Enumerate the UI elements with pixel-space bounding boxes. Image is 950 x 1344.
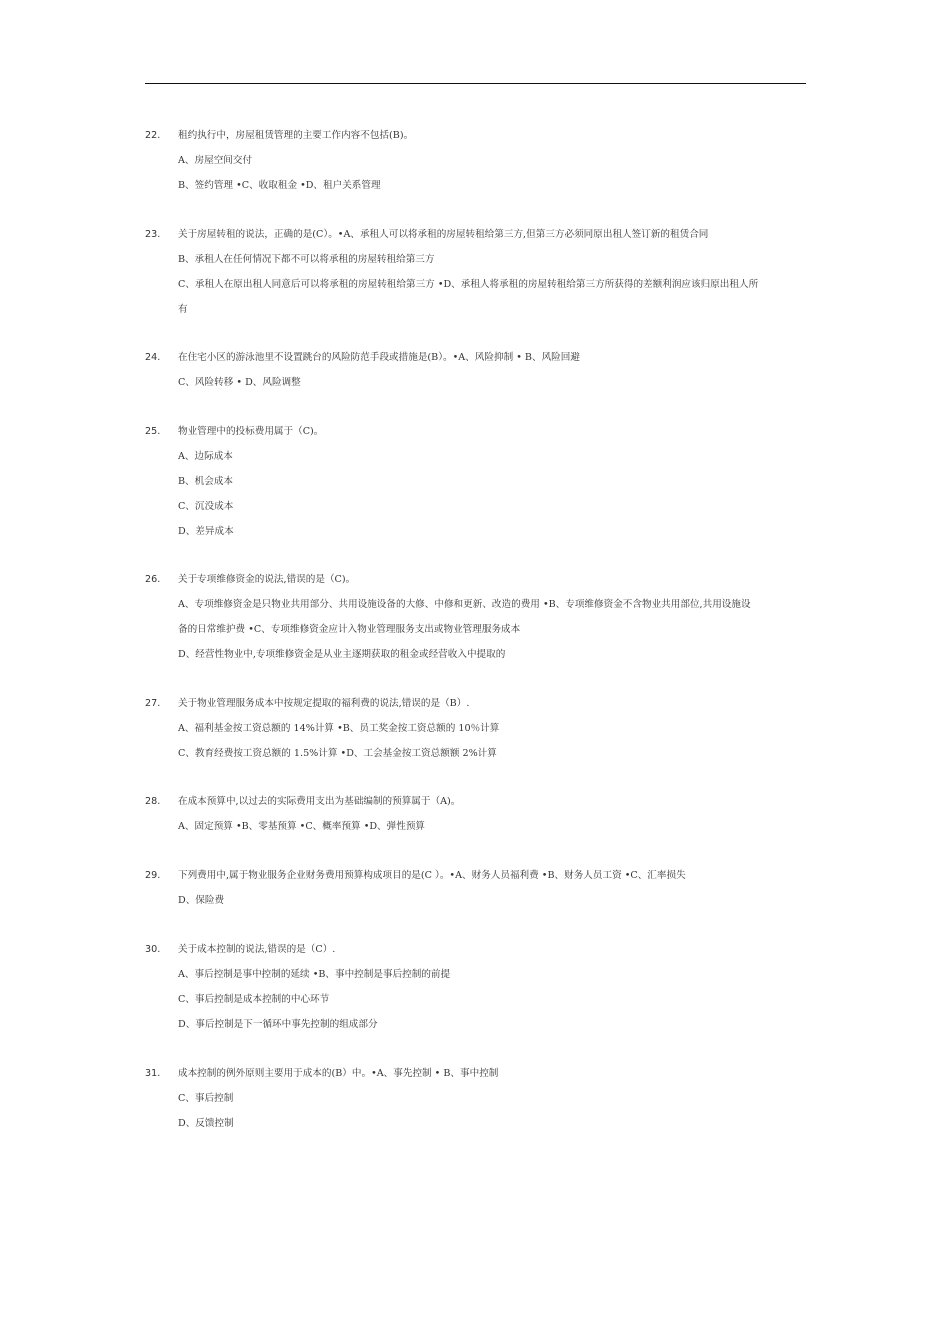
question-stem: 关于物业管理服务成本中按规定提取的福利费的说法,错误的是（B）. — [178, 698, 470, 709]
question-23 — [145, 222, 815, 322]
option-line: A、边际成本 — [178, 451, 233, 462]
question-stem: 关于成本控制的说法,错误的是（C）. — [178, 944, 336, 955]
question-31 — [145, 1061, 815, 1136]
question-stem: 在成本预算中,以过去的实际费用支出为基础编制的预算属于（A)。 — [178, 796, 461, 807]
option-line: 备的日常维护费 •C、专项维修资金应计入物业管理服务支出或物业管理服务成本 — [178, 624, 521, 635]
question-number: 25. — [145, 426, 161, 437]
question-number: 24. — [145, 352, 161, 363]
question-number: 22. — [145, 130, 161, 141]
question-22 — [145, 123, 815, 198]
option-line: D、经营性物业中,专项维修资金是从业主逐期获取的租金或经营收入中提取的 — [178, 649, 506, 660]
question-30 — [145, 937, 815, 1037]
question-24 — [145, 345, 815, 395]
question-stem: 关于房屋转租的说法，正确的是(C）。•A、承租人可以将承租的房屋转租给第三方,但第三方必须同原出租人签订新的租赁合同 — [178, 229, 709, 240]
option-line: A、固定预算 •B、零基预算 •C、概率预算 •D、弹性预算 — [178, 821, 426, 832]
question-number: 23. — [145, 229, 161, 240]
option-line: C、事后控制 — [178, 1093, 234, 1104]
question-number: 27. — [145, 698, 161, 709]
question-stem: 租约执行中，房屋租赁管理的主要工作内容不包括(B)。 — [178, 130, 414, 141]
question-27 — [145, 691, 815, 766]
option-line: C、风险转移 • D、风险调整 — [178, 377, 301, 388]
question-stem: 成本控制的例外原则主要用于成本的(B）中。•A、事先控制 • B、事中控制 — [178, 1068, 499, 1079]
option-line: C、承租人在原出租人同意后可以将承租的房屋转租给第三方 •D、承租人将承租的房屋转租给第三方所获得的差额利润应该归原出租人所 — [178, 279, 759, 290]
option-line: C、沉没成本 — [178, 501, 234, 512]
option-line: A、专项维修资金是只物业共用部分、共用设施设备的大修、中修和更新、改造的费用 •B、专项维修资金不含物业共用部位,共用设施设 — [178, 599, 751, 610]
question-stem: 在住宅小区的游泳池里不设置跳台的风险防范手段或措施是(B）。•A、风险抑制 • B、风险回避 — [178, 352, 580, 363]
question-26 — [145, 567, 815, 667]
header-rule — [145, 83, 806, 84]
question-25 — [145, 419, 815, 544]
question-stem: 下列费用中,属于物业服务企业财务费用预算构成项目的是(C ）。•A、财务人员福利费 •B、财务人员工资 •C、汇率损失 — [178, 870, 686, 881]
question-number: 31. — [145, 1068, 161, 1079]
question-stem: 关于专项维修资金的说法,错误的是（C)。 — [178, 574, 356, 585]
option-line: C、事后控制是成本控制的中心环节 — [178, 994, 330, 1005]
question-number: 28. — [145, 796, 161, 807]
question-28 — [145, 789, 815, 839]
option-line: D、事后控制是下一循环中事先控制的组成部分 — [178, 1019, 378, 1030]
question-number: 29. — [145, 870, 161, 881]
option-line: B、机会成本 — [178, 476, 234, 487]
option-line: B、签约管理 •C、收取租金 •D、租户关系管理 — [178, 180, 381, 191]
question-stem: 物业管理中的投标费用属于（C)。 — [178, 426, 324, 437]
question-number: 30. — [145, 944, 161, 955]
option-line: D、差异成本 — [178, 526, 234, 537]
question-number: 26. — [145, 574, 161, 585]
option-line: A、事后控制是事中控制的延续 •B、事中控制是事后控制的前提 — [178, 969, 451, 980]
option-line: D、反馈控制 — [178, 1118, 234, 1129]
option-line: B、承租人在任何情况下都不可以将承租的房屋转租给第三方 — [178, 254, 435, 265]
option-line: C、教育经费按工资总额的 1.5%计算 •D、工会基金按工资总额额 2%计算 — [178, 748, 497, 759]
option-line: A、房屋空间交付 — [178, 155, 253, 166]
question-29 — [145, 863, 815, 913]
option-line: A、福利基金按工资总额的 14%计算 •B、员工奖金按工资总额的 10％计算 — [178, 723, 500, 734]
option-line: D、保险费 — [178, 895, 225, 906]
option-line: 有 — [178, 304, 188, 315]
